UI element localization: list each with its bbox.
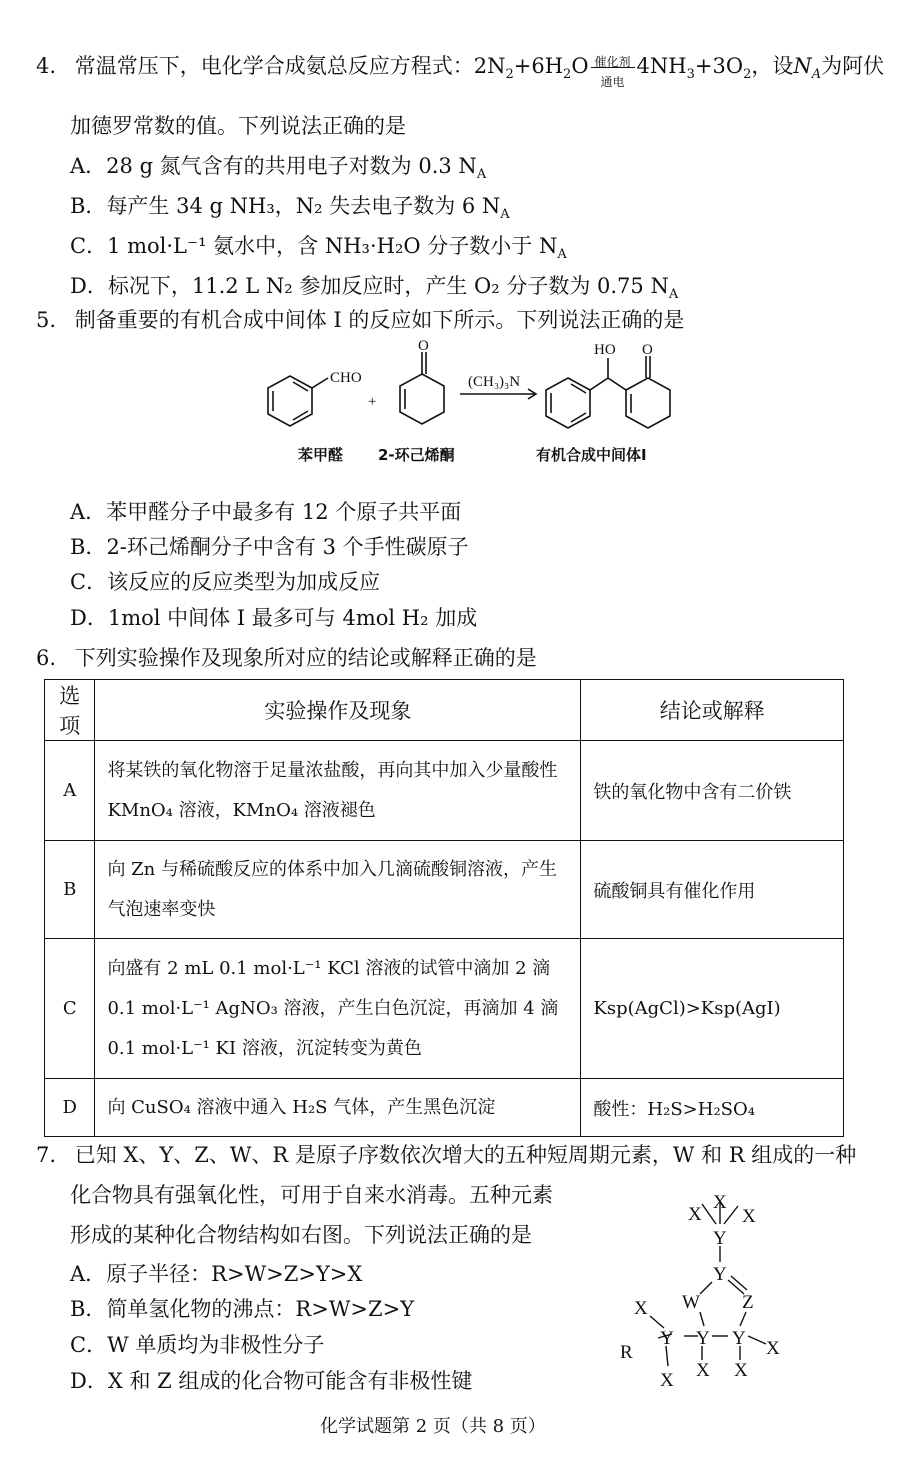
table-header-row <box>45 680 844 741</box>
q4-line1: 4. 常温常压下，电化学合成氨总反应方程式：$2N_2+6H_2O$ 催化剂 通电 $4NH_3+3O_2$，设$N_A$为阿伏 <box>36 54 885 89</box>
name-cyclohexenone: 2-环己烯酮 <box>378 446 455 464</box>
q6-stem: 6. 下列实验操作及现象所对应的结论或解释正确的是 <box>36 646 537 670</box>
q4-option-c: C．1 mol·L⁻¹ 氨水中，含 NH₃·H₂O 分子数小于 $N_A$ <box>70 234 567 262</box>
table-row: C 向盛有 2 mL 0.1 mol·L⁻¹ KCl 溶液的试管中滴加 2 滴 0.1 mol·L⁻¹ AgNO₃ 溶液，产生白色沉淀，再滴加 4 滴 0.1 mol·L⁻¹ KI 溶液，沉淀转变为黄色 Ksp(AgCl)>Ksp(AgI) <box>45 939 844 1079</box>
q5-option-b: B．2-环己烯酮分子中含有 3 个手性碳原子 <box>70 535 469 559</box>
reaction-arrow: 催化剂 通电 <box>589 54 637 82</box>
table-row: A 将某铁的氧化物溶于足量浓盐酸，再向其中加入少量酸性 KMnO₄ 溶液，KMnO₄ 溶液褪色 铁的氧化物中含有二价铁 <box>45 741 844 841</box>
header-operation: 实验操作及现象 <box>95 680 581 741</box>
q7-option-b: B．简单氢化物的沸点：R>W>Z>Y <box>70 1297 415 1321</box>
svg-text:X: X <box>713 1192 727 1213</box>
header-option: 选项 <box>45 680 95 741</box>
q4-line2: 加德罗常数的值。下列说法正确的是 <box>70 114 406 138</box>
q5-option-d: D．1mol 中间体 I 最多可与 4mol H₂ 加成 <box>70 606 478 630</box>
svg-text:Y: Y <box>660 1328 674 1349</box>
q7-option-a: A．原子半径：R>W>Z>Y>X <box>70 1262 363 1286</box>
q4-number: 4. <box>36 54 57 78</box>
q7-option-d: D．X 和 Z 组成的化合物可能含有非极性键 <box>70 1369 473 1393</box>
benzene-ring-1 <box>268 376 312 426</box>
table-row: D 向 CuSO₄ 溶液中通入 H₂S 气体，产生黑色沉淀 酸性：H₂S>H₂SO₄ <box>45 1079 844 1137</box>
o-label-1: O <box>418 338 429 354</box>
q4-option-b: B．每产生 34 g NH₃，N₂ 失去电子数为 6 $N_A$ <box>70 194 510 222</box>
svg-text:Y: Y <box>713 1264 727 1285</box>
q4-option-a: A．28 g 氮气含有的共用电子对数为 0.3 $N_A$ <box>70 154 487 182</box>
svg-text:X: X <box>734 1360 748 1381</box>
plus-sign: + <box>368 394 377 410</box>
name-intermediate: 有机合成中间体I <box>536 446 647 464</box>
svg-text:W: W <box>682 1292 700 1313</box>
cyclohexenone-ring <box>400 374 444 424</box>
benzene-ring-2 <box>546 378 590 428</box>
q7-line2: 化合物具有强氧化性，可用于自来水消毒。五种元素 <box>70 1183 553 1207</box>
svg-text:Z: Z <box>742 1292 754 1313</box>
svg-text:X: X <box>742 1206 756 1227</box>
q5-option-a: A．苯甲醛分子中最多有 12 个原子共平面 <box>70 500 462 524</box>
cho-label: CHO <box>330 370 362 386</box>
q5-stem: 5. 制备重要的有机合成中间体 I 的反应如下所示。下列说法正确的是 <box>36 308 685 332</box>
q7-option-c: C．W 单质均为非极性分子 <box>70 1333 325 1357</box>
svg-text:X: X <box>660 1370 674 1391</box>
page-footer: 化学试题第 2 页（共 8 页） <box>320 1416 546 1437</box>
svg-text:X: X <box>688 1204 702 1225</box>
q5-option-c: C．该反应的反应类型为加成反应 <box>70 570 381 594</box>
svg-text:Y: Y <box>696 1328 710 1349</box>
reaction-scheme <box>250 336 690 476</box>
table-row: B 向 Zn 与稀硫酸反应的体系中加入几滴硫酸铜溶液，产生气泡速率变快 硫酸铜具有催化作用 <box>45 841 844 939</box>
ho-label: HO <box>594 342 616 358</box>
svg-text:Y: Y <box>713 1228 727 1249</box>
name-benzaldehyde: 苯甲醛 <box>298 446 344 464</box>
header-conclusion: 结论或解释 <box>581 680 844 741</box>
svg-text:R: R <box>620 1342 633 1363</box>
o-label-2: O <box>642 342 653 358</box>
product-ring <box>626 378 670 428</box>
reagent-label: (CH₃)₃N <box>468 374 521 390</box>
q7-line1: 7. 已知 X、Y、Z、W、R 是原子序数依次增大的五种短周期元素，W 和 R 组成的一种 <box>36 1143 857 1167</box>
svg-text:Y: Y <box>732 1328 746 1349</box>
q7-line3: 形成的某种化合物结构如右图。下列说法正确的是 <box>70 1223 532 1247</box>
svg-text:X: X <box>634 1298 648 1319</box>
svg-text:X: X <box>696 1360 710 1381</box>
q4-option-d: D．标况下，11.2 L N₂ 参加反应时，产生 O₂ 分子数为 0.75 $N_A$ <box>70 274 679 302</box>
svg-text:X: X <box>766 1338 780 1359</box>
experiment-table <box>44 679 844 1137</box>
structure-diagram <box>620 1188 790 1398</box>
